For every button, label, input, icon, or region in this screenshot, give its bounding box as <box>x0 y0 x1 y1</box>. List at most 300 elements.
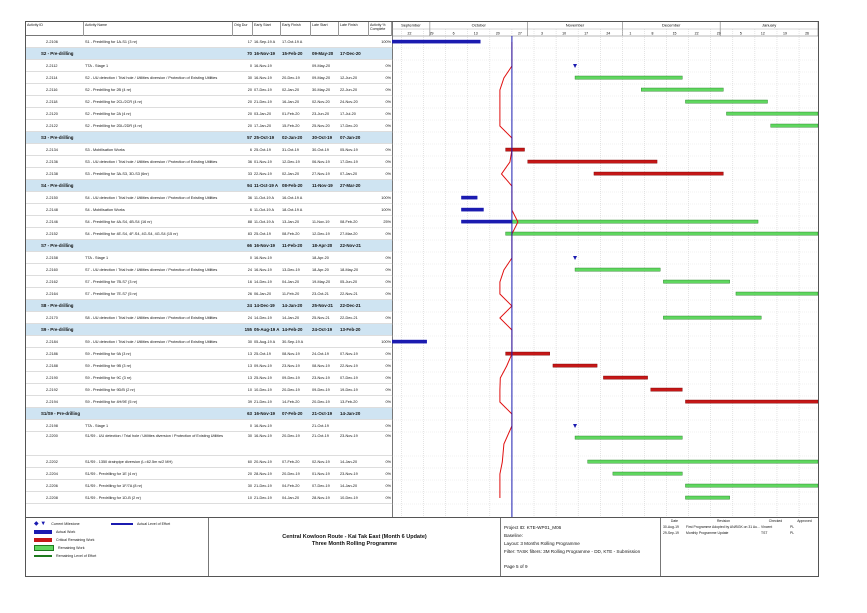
cell-name: S3 - UU detection / Trial hole / Utilities diversion / Protection of Existing Utilities <box>85 160 218 164</box>
remaining-work-bar <box>771 124 818 127</box>
cell-ef: 02-Jan-20 <box>282 88 300 92</box>
week-label: 5 <box>739 31 742 36</box>
cell-pct: 0% <box>385 400 391 404</box>
cell-id: 2-2170 <box>46 316 58 320</box>
cell-es: 21-Dec-19 <box>254 496 272 500</box>
cell-ls: 09-May-20 <box>312 51 334 56</box>
cell-lf: 13-Feb-20 <box>340 327 361 332</box>
cell-ef: 14-Feb-20 <box>282 327 303 332</box>
table-row[interactable] <box>26 432 392 456</box>
cell-ls: 23-Nov-19 <box>312 376 330 380</box>
cell-id: 2-2120 <box>46 112 58 116</box>
table-row[interactable] <box>26 204 392 216</box>
page-number: Page 5 of 9 <box>504 564 528 569</box>
cell-ef: 20-Dec-19 <box>282 434 300 438</box>
cell-pct: 0% <box>385 64 391 68</box>
cell-es: 16-Nov-19 <box>254 243 275 248</box>
project-info <box>501 518 661 577</box>
cell-name: S2 - UU detection / Trial hole / Utilities diversion / Protection of Existing Utilities <box>85 76 218 80</box>
legend-current-milestone <box>34 521 80 528</box>
table-row[interactable] <box>26 288 392 300</box>
cell-name: S7 - Predrilling for 7B-S7 (3 nr) <box>85 280 138 284</box>
cell-ef: 13-Jan-20 <box>282 220 300 224</box>
cell-id: 2-2118 <box>46 100 58 104</box>
cell-lf: 05-Nov-19 <box>340 148 358 152</box>
cell-dur: 30 <box>247 340 252 344</box>
week-label: 29 <box>429 31 434 36</box>
cell-ls <box>311 192 339 204</box>
cell-ef: 07-Feb-20 <box>282 460 300 464</box>
project-id: Project ID: KTE-WP01_M06 <box>504 525 562 530</box>
cell-pct: 0% <box>385 424 391 428</box>
cell-es: 16-Nov-19 <box>254 268 272 272</box>
legend-critical-remaining <box>34 537 94 544</box>
cell-lf: 22-Nov-21 <box>340 292 358 296</box>
table-row[interactable] <box>26 72 392 84</box>
week-label: 8 <box>651 31 654 36</box>
cell-ef: 02-Jan-20 <box>282 135 303 140</box>
cell-ls: 07-Dec-19 <box>312 484 330 488</box>
cell-ef: 20-Dec-19 <box>282 472 300 476</box>
cell-es: 21-Dec-19 <box>254 400 272 404</box>
cell-ef: 14-Feb-20 <box>282 400 300 404</box>
cell-es: 09-Nov-19 <box>254 364 272 368</box>
cell-ls: 30-Oct-19 <box>312 148 329 152</box>
week-label: 13 <box>473 31 478 36</box>
remaining-work-bar <box>685 484 818 487</box>
table-row[interactable] <box>26 264 392 276</box>
cell-name: S9 - Predrilling for 9A (3 nr) <box>85 352 132 356</box>
table-row[interactable] <box>26 384 392 396</box>
cell-es: 20-Nov-19 <box>254 460 272 464</box>
cell-lf: 27-Mar-20 <box>340 232 358 236</box>
table-row[interactable] <box>26 348 392 360</box>
cell-ef: 14-Jan-20 <box>282 303 303 308</box>
cell-ls: 18-Apr-20 <box>312 268 329 272</box>
week-label: 15 <box>672 31 677 36</box>
cell-ef <box>281 60 311 72</box>
cell-id: 2-2138 <box>46 172 58 176</box>
wbs-group-row[interactable] <box>26 132 392 144</box>
cell-es: 16-Sep-19 A <box>254 40 276 44</box>
wbs-group-row[interactable] <box>26 48 392 60</box>
month-label: November <box>565 22 585 28</box>
cell-ls: 23-Oct-21 <box>312 292 329 296</box>
cell-id: 2-2162 <box>46 280 58 284</box>
cell-es: 28-Nov-19 <box>254 472 272 476</box>
table-row[interactable] <box>26 252 392 264</box>
cell-dur: 24 <box>247 316 252 320</box>
month-label: October <box>471 22 486 28</box>
cell-name: TTA - Stage 1 <box>85 64 109 68</box>
cell-es: 21-Dec-19 <box>254 484 272 488</box>
table-row[interactable] <box>26 456 392 468</box>
cell-es: 22-Nov-19 <box>254 172 272 176</box>
week-label: 22 <box>694 31 699 36</box>
cell-ls: 09-May-20 <box>312 76 331 80</box>
gantt-chart <box>392 22 818 517</box>
cell-pct: 0% <box>385 148 391 152</box>
cell-es: 14-Dec-19 <box>254 316 272 320</box>
cell-lf: 23-Nov-19 <box>340 434 358 438</box>
cell-name: S2 - Predrilling for 2A (4 nr) <box>85 112 132 116</box>
milestone-marker <box>573 424 577 428</box>
cell-ef: 16-Jan-20 <box>282 100 300 104</box>
cell-pct: 0% <box>385 88 391 92</box>
cell-pct: 0% <box>385 316 391 320</box>
cell-es: 01-Nov-19 <box>254 160 272 164</box>
cell-ls: 24-Oct-19 <box>312 327 333 332</box>
cell-lf: 18-May-20 <box>340 268 359 272</box>
cell-dur: 24 <box>247 268 252 272</box>
week-label: 20 <box>495 31 500 36</box>
cell-ls: 08-Nov-19 <box>312 364 330 368</box>
critical-work-bar <box>603 376 647 379</box>
cell-ls: 09-Dec-19 <box>312 388 330 392</box>
month-label: January <box>761 22 777 28</box>
week-label: 6 <box>452 31 455 36</box>
wbs-group-row[interactable] <box>26 408 392 420</box>
table-row[interactable] <box>26 420 392 432</box>
wbs-group-row[interactable] <box>26 300 392 312</box>
cell-pct: 0% <box>385 112 391 116</box>
cell-es: 16-Nov-19 <box>254 64 272 68</box>
table-row[interactable] <box>26 216 392 228</box>
cell-pct: 0% <box>385 364 391 368</box>
legend-label: Remaining Work <box>58 546 85 550</box>
cell-ls <box>311 36 339 48</box>
col-early-start[interactable]: Early Start <box>253 22 281 36</box>
cell-dur: 20 <box>247 112 252 116</box>
revision-cell: PL <box>790 525 795 529</box>
cell-dur: 20 <box>247 100 252 104</box>
month-label: December <box>662 22 681 28</box>
legend-label: Critical Remaining Work <box>56 538 95 542</box>
table-row[interactable] <box>26 168 392 180</box>
cell-es: 25-Oct-19 <box>254 135 275 140</box>
cell-id: 2-2186 <box>46 352 58 356</box>
table-row[interactable] <box>26 120 392 132</box>
week-label: 22 <box>407 31 412 36</box>
cell-name: TTA - Stage 1 <box>85 256 109 260</box>
activity-table <box>26 22 393 517</box>
cell-id: 2-2116 <box>46 88 58 92</box>
cell-ls: 18-Apr-20 <box>312 243 333 248</box>
cell-dur: 30 <box>247 76 252 80</box>
cell-name: TTA - Stage 1 <box>85 424 109 428</box>
cell-lf: 14-Jan-20 <box>340 411 361 416</box>
cell-dur: 88 <box>247 220 252 224</box>
cell-ls: 24-Oct-19 <box>312 352 329 356</box>
cell-ls: 18-Apr-20 <box>312 256 329 260</box>
table-row[interactable] <box>26 108 392 120</box>
table-row[interactable] <box>26 156 392 168</box>
cell-lf: 22-Dec-21 <box>340 316 358 320</box>
cell-name: S9 - Predrilling for 9D/B (2 nr) <box>85 388 136 392</box>
remaining-work-bar <box>663 316 761 319</box>
critical-work-bar <box>685 400 818 403</box>
remaining-work-bar <box>575 436 682 439</box>
table-row[interactable] <box>26 228 392 240</box>
cell-ef: 13-Dec-19 <box>282 268 300 272</box>
table-row[interactable] <box>26 480 392 492</box>
week-label: 12 <box>760 31 765 36</box>
actual-loe-swatch <box>111 523 133 525</box>
cell-id: 2-2158 <box>46 256 58 260</box>
cell-id: 2-2206 <box>46 484 58 488</box>
cell-es: 14-Dec-19 <box>254 280 272 284</box>
cell-es: 16-Nov-19 <box>254 411 275 416</box>
cell-es: 05-Aug-19 A <box>254 327 280 332</box>
cell-pct: 0% <box>385 292 391 296</box>
cell-ls: 27-Nov-19 <box>312 172 330 176</box>
cell-es: 16-Nov-19 <box>254 424 272 428</box>
cell-ef: 09-Dec-19 <box>282 376 300 380</box>
wbs-group-row[interactable] <box>26 180 392 192</box>
cell-es: 25-Nov-19 <box>254 376 272 380</box>
revision-cell: Monthly Programme Update <box>686 531 729 535</box>
cell-lf <box>339 336 369 348</box>
cell-name: S3 - Mobilisation Works <box>85 148 125 152</box>
cell-ls: 30-Oct-19 <box>312 135 333 140</box>
cell-lf <box>339 420 369 432</box>
remaining-work-bar <box>506 232 818 235</box>
schedule-sheet <box>25 21 819 577</box>
cell-ls: 19-May-20 <box>312 280 331 284</box>
cell-es: 03-Jan-20 <box>254 112 272 116</box>
table-row[interactable] <box>26 360 392 372</box>
cell-id: 2-2184 <box>46 340 58 344</box>
cell-name: S9 - Predrilling for 9B (3 nr) <box>85 364 132 368</box>
cell-lf: 05-Jun-20 <box>340 280 358 284</box>
footer <box>26 517 819 577</box>
remaining-work-bar <box>726 112 818 115</box>
actual-work-bar <box>461 208 483 211</box>
remaining-work-bar <box>575 268 660 271</box>
table-row[interactable] <box>26 372 392 384</box>
cell-name: S3 - Predrilling for 3A-S3, 3D-S3 (6nr) <box>85 172 149 176</box>
cell-dur: 63 <box>247 411 252 416</box>
cell-ef: 30-Sep-19 A <box>282 340 304 344</box>
col-activity-name[interactable]: Activity Name <box>84 22 233 36</box>
cell-ef: 04-Feb-20 <box>282 484 300 488</box>
cell-es: 17-Jan-20 <box>254 124 272 128</box>
cell-ef: 08-Feb-20 <box>282 232 300 236</box>
cell-name: S1/S9 - UU detection / Trial hole / Utilities diversion / Protection of Existing Utilities <box>85 434 224 438</box>
cell-ls: 25-Nov-21 <box>312 303 333 308</box>
week-label: 27 <box>517 31 522 36</box>
week-label: 3 <box>541 31 543 36</box>
table-row[interactable] <box>26 336 392 348</box>
cell-es: 16-Nov-19 <box>254 76 272 80</box>
col-early-finish[interactable]: Early Finish <box>281 22 311 36</box>
legend-remaining-work <box>34 545 85 552</box>
cell-name: S1 - Predrilling for 1A-S1 (3 nr) <box>85 40 138 44</box>
cell-pct: 100% <box>381 196 391 200</box>
cell-lf: 24-Nov-20 <box>340 100 358 104</box>
group-name: S3 - Pre-drilling <box>41 135 74 140</box>
cell-ef <box>281 420 311 432</box>
cell-id: 2-2114 <box>46 76 58 80</box>
cell-lf: 22-Nov-19 <box>340 364 358 368</box>
cell-ls: 12-Dec-19 <box>312 232 330 236</box>
cell-dur: 13 <box>247 364 252 368</box>
cell-es: 21-Dec-19 <box>254 100 272 104</box>
cell-ef: 18-Oct-19 A <box>282 208 303 212</box>
cell-pct: 0% <box>385 280 391 284</box>
legend-label: Actual Level of Effort <box>137 522 171 526</box>
cell-ef: 16-Oct-19 A <box>282 196 303 200</box>
cell-lf: 07-Jan-20 <box>340 172 358 176</box>
col-orig-dur[interactable]: Orig Dur <box>233 22 253 36</box>
critical-work-bar <box>651 388 683 391</box>
cell-name: S1/S9 - Predrilling for 1E (4 nr) <box>85 472 137 476</box>
table-row[interactable] <box>26 468 392 480</box>
cell-id: 2-2204 <box>46 472 58 476</box>
cell-id: 2-2190 <box>46 376 58 380</box>
revision-header: Approved <box>797 519 812 523</box>
col-late-start[interactable]: Late Start <box>311 22 339 36</box>
wbs-group-row[interactable] <box>26 324 392 336</box>
cell-name: S1/S9 - 1350 drainpipe diversion (L=62.5m w/2 MH) <box>85 460 173 464</box>
cell-lf: 08-Feb-20 <box>340 220 358 224</box>
cell-pct: 100% <box>381 40 391 44</box>
col-late-finish[interactable]: Late Finish <box>339 22 369 36</box>
cell-ef: 23-Nov-19 <box>282 364 300 368</box>
cell-lf: 13-Feb-20 <box>340 400 358 404</box>
col-pct-complete[interactable]: Activity % Complete <box>369 22 392 36</box>
cell-es: 16-Nov-19 <box>254 256 272 260</box>
cell-name: S9 - Predrilling for 9C (3 nr) <box>85 376 132 380</box>
cell-lf: 07-Nov-19 <box>340 352 358 356</box>
cell-name: S4 - Predrilling for 4E-S4, 4F-S4, 4G-S4, 4G-S4 (15 nr) <box>85 232 178 236</box>
table-row[interactable] <box>26 84 392 96</box>
cell-es: 06-Jan-20 <box>254 292 272 296</box>
cell-lf: 27-Mar-20 <box>340 183 361 188</box>
actual-work-swatch <box>34 530 52 534</box>
table-row[interactable] <box>26 60 392 72</box>
group-name: S8 - Pre-drilling <box>41 303 74 308</box>
cell-pct: 0% <box>385 172 391 176</box>
legend-remaining-loe <box>34 553 96 560</box>
cell-es: 10-Dec-19 <box>254 388 272 392</box>
revision-header: Checked <box>768 519 783 523</box>
cell-lf: 14-Jan-20 <box>340 460 358 464</box>
remaining-work-bar <box>736 292 818 295</box>
actual-work-bar <box>461 196 477 199</box>
table-row[interactable] <box>26 312 392 324</box>
cell-pct: 0% <box>385 256 391 260</box>
cell-name: S2 - Predrilling for 2B (4 nr) <box>85 88 132 92</box>
group-name: S1/S9 - Pre-drilling <box>41 411 81 416</box>
revision-cell: TST <box>761 531 768 535</box>
cell-ef: 01-Feb-20 <box>282 112 300 116</box>
cell-dur: 60 <box>247 460 252 464</box>
cell-name: S7 - Predrilling for 7E-S7 (5 nr) <box>85 292 138 296</box>
critical-work-swatch <box>34 538 52 542</box>
cell-lf <box>339 60 369 72</box>
remaining-work-bar <box>512 220 758 223</box>
cell-lf <box>339 204 369 216</box>
cell-ls: 30-May-20 <box>312 88 331 92</box>
cell-ef: 15-Feb-20 <box>282 51 303 56</box>
cell-id: 2-2148 <box>46 208 58 212</box>
cell-lf: 10-Dec-19 <box>340 496 358 500</box>
revision-cell: First Programme Adopted by AN/BGK on 31 Au... <box>686 525 760 529</box>
cell-ls: 11-Nov-19 <box>312 183 333 188</box>
wbs-group-row[interactable] <box>26 240 392 252</box>
cell-id: 2-2202 <box>46 460 58 464</box>
remaining-work-bar <box>575 76 682 79</box>
cell-dur: 6 <box>249 148 252 152</box>
cell-id: 2-2208 <box>46 496 58 500</box>
cell-name: S1/S9 - Predrilling for 1D-B (2 nr) <box>85 496 141 500</box>
cell-lf <box>339 252 369 264</box>
cell-dur: 26 <box>247 292 252 296</box>
actual-work-bar <box>392 40 480 43</box>
revision-cell: 30-Aug-19 <box>663 525 679 529</box>
cell-dur: 10 <box>247 388 252 392</box>
table-row[interactable] <box>26 396 392 408</box>
cell-dur: 66 <box>247 243 252 248</box>
cell-es: 25-Oct-19 <box>254 232 271 236</box>
cell-name: S9 - Predrilling for 4H/9E (5 nr) <box>85 400 138 404</box>
cell-id: 2-2198 <box>46 424 58 428</box>
cell-id: 2-2192 <box>46 388 58 392</box>
table-row[interactable] <box>26 192 392 204</box>
cell-pct: 0% <box>385 100 391 104</box>
cell-dur: 36 <box>247 160 252 164</box>
remaining-work-swatch <box>34 545 54 551</box>
cell-es: 16-Nov-19 <box>254 434 272 438</box>
cell-id: 2-2152 <box>46 232 58 236</box>
cell-ef: 20-Dec-19 <box>282 388 300 392</box>
cell-es: 25-Oct-19 <box>254 352 271 356</box>
legend-label: Remaining Level of Effort <box>56 554 97 558</box>
cell-lf: 14-Jan-20 <box>340 484 358 488</box>
table-row[interactable] <box>26 144 392 156</box>
cell-pct: 100% <box>381 208 391 212</box>
cell-id: 2-2164 <box>46 292 58 296</box>
cell-ls: 01-Nov-19 <box>312 472 330 476</box>
report-subtitle: Three Month Rolling Programme <box>311 541 398 547</box>
table-row[interactable] <box>26 36 392 48</box>
cell-dur: 0 <box>249 424 252 428</box>
cell-dur: 16 <box>247 280 252 284</box>
col-activity-id[interactable]: Activity ID <box>26 22 84 36</box>
legend-label: Actual Work <box>56 530 76 534</box>
cell-dur: 36 <box>247 196 252 200</box>
table-row[interactable] <box>26 276 392 288</box>
gantt-svg <box>392 22 818 517</box>
cell-lf: 12-Jun-20 <box>340 76 358 80</box>
cell-pct: 0% <box>385 472 391 476</box>
cell-ls: 25-Nov-21 <box>312 316 330 320</box>
cell-dur: 13 <box>247 376 252 380</box>
cell-dur: 0 <box>249 64 252 68</box>
table-row[interactable] <box>26 492 392 504</box>
cell-dur: 13 <box>247 352 252 356</box>
cell-dur: 70 <box>247 51 252 56</box>
table-row[interactable] <box>26 96 392 108</box>
cell-lf: 22-Nov-21 <box>340 243 361 248</box>
cell-ef: 17-Oct-19 A <box>282 40 303 44</box>
layout-name: Layout: 3 Months Rolling Programme <box>504 541 580 546</box>
cell-pct: 0% <box>385 460 391 464</box>
cell-lf: 19-Dec-19 <box>340 388 358 392</box>
revision-cell: 29-Sep-19 <box>663 531 679 535</box>
legend-actual-loe <box>111 521 170 528</box>
